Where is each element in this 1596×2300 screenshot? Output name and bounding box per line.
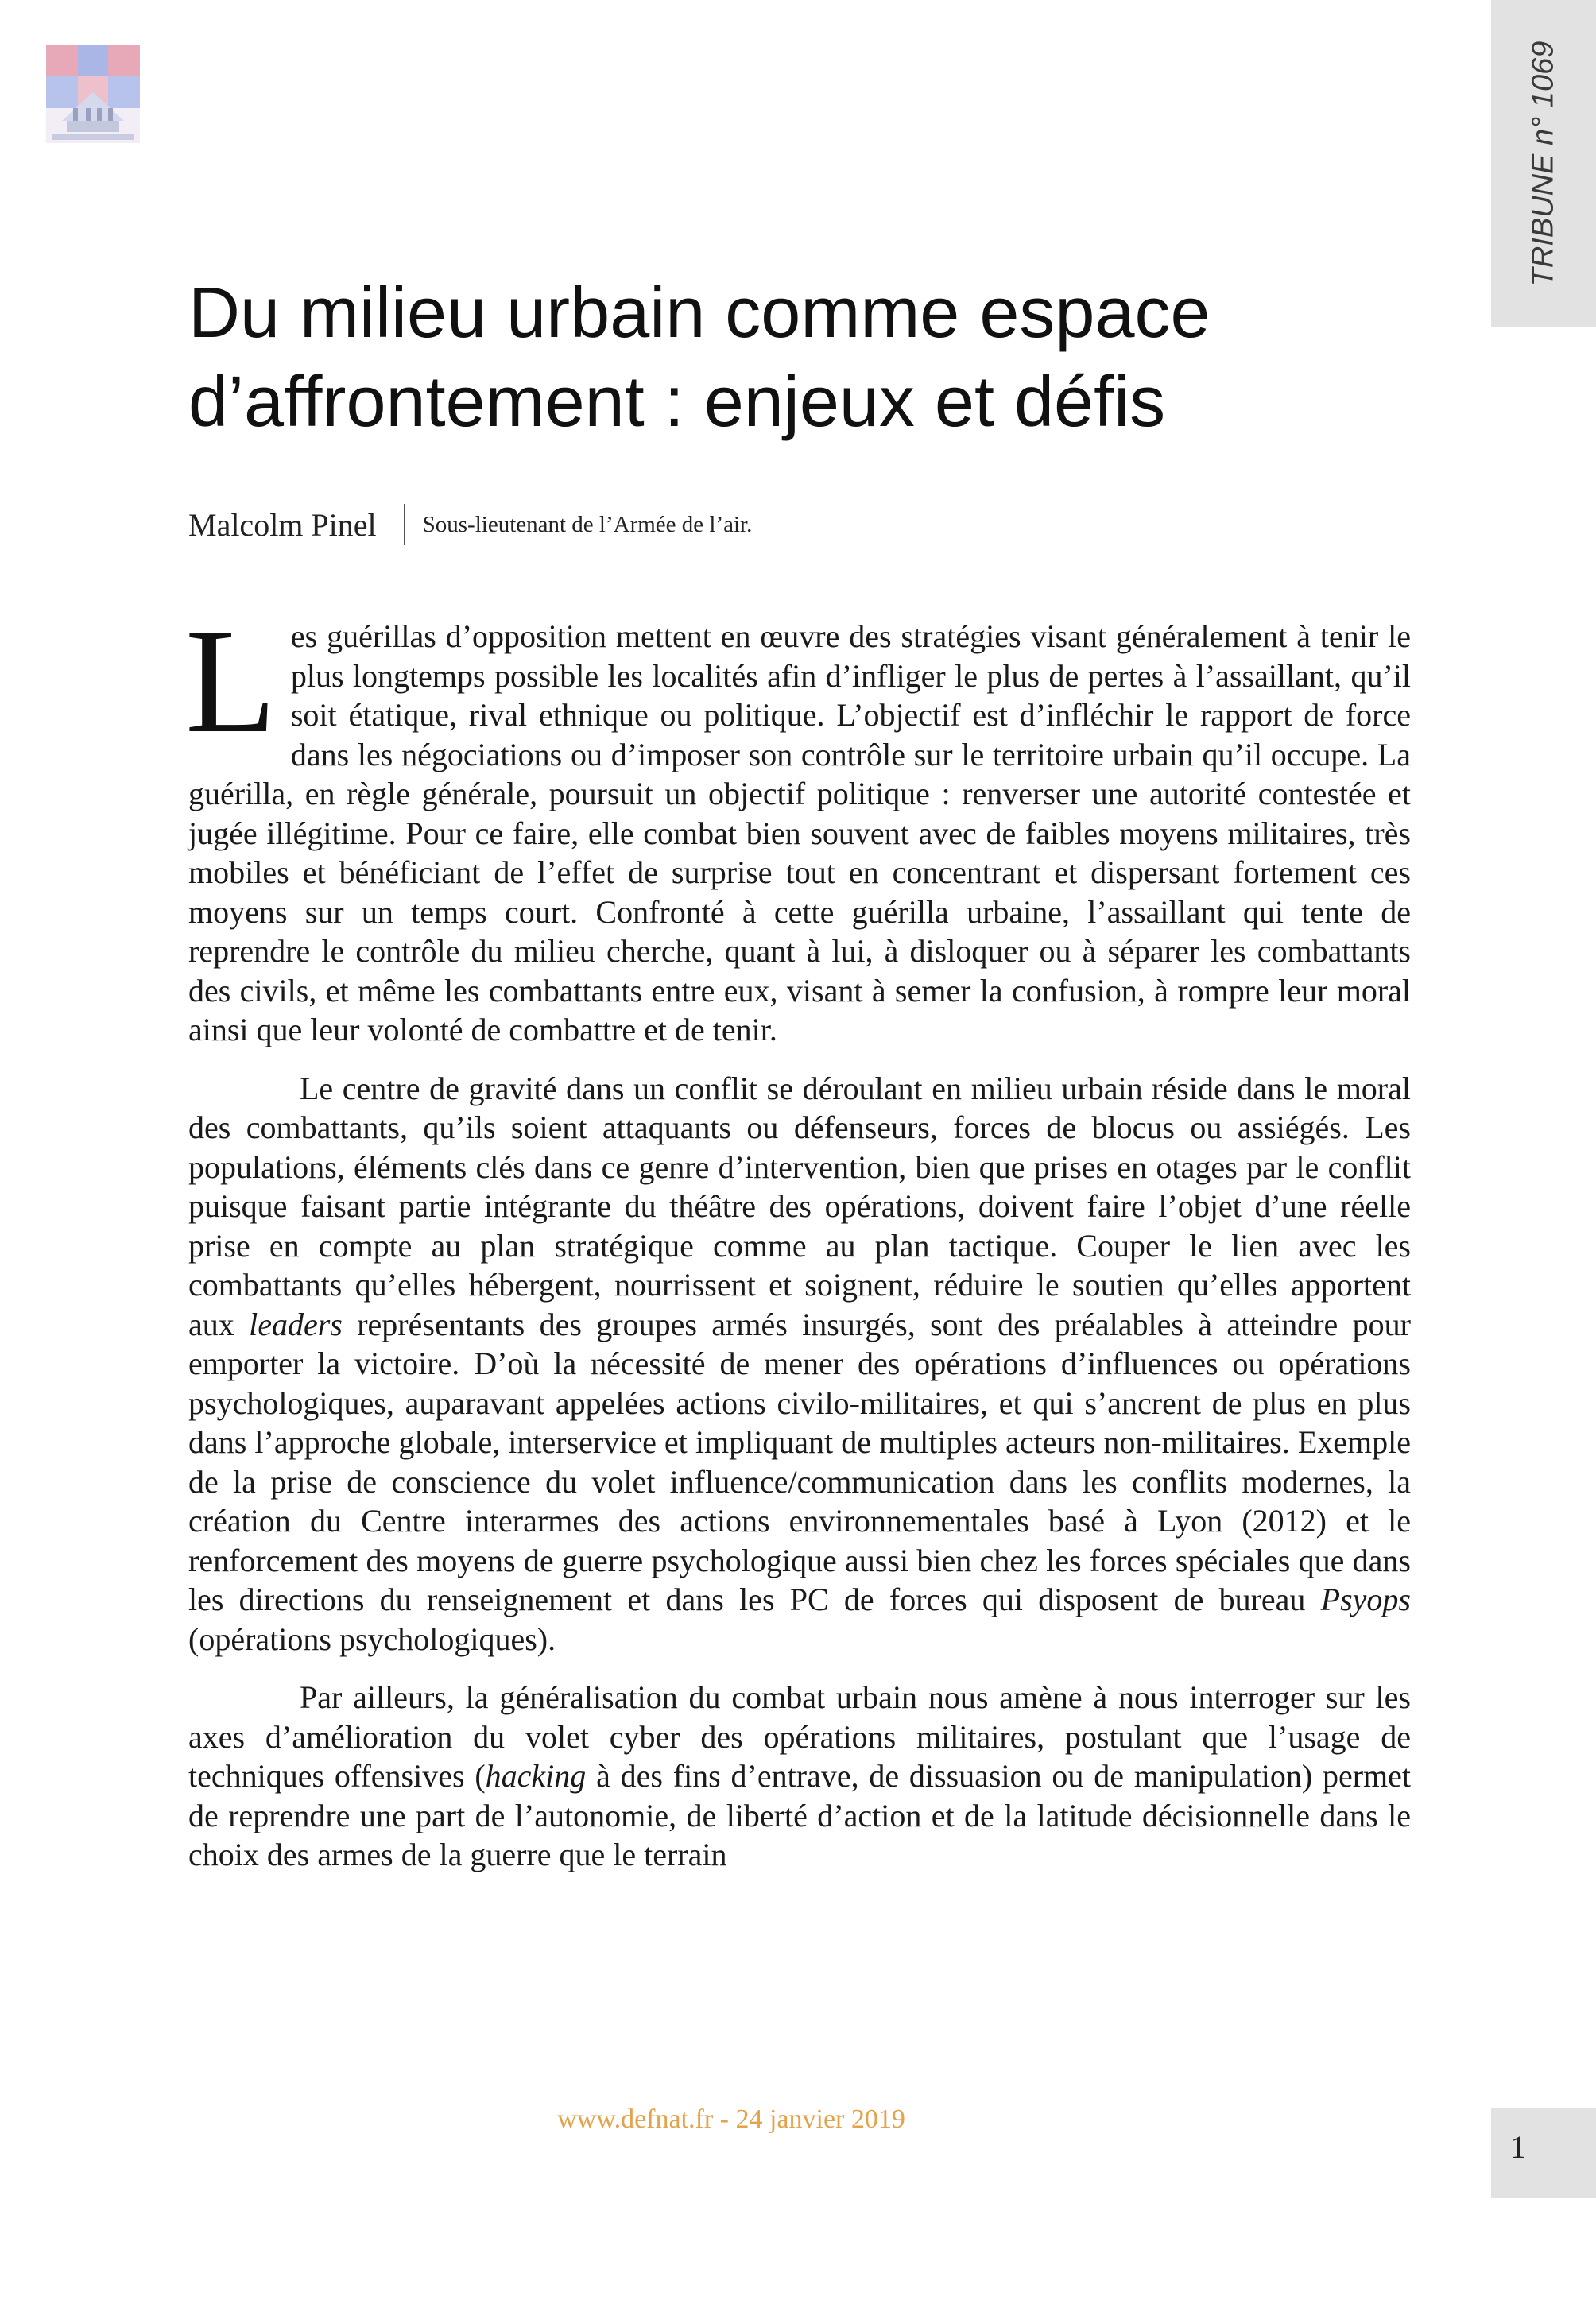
series-side-tab bbox=[1491, 0, 1596, 327]
author-role: Sous-lieutenant de l’Armée de l’air. bbox=[422, 511, 753, 537]
series-tag: TRIBUNE n° 1069 bbox=[1526, 41, 1560, 287]
institution-building-logo-icon bbox=[46, 45, 140, 143]
paragraph-1 bbox=[185, 598, 1411, 1050]
paragraph-2-text-a: Le centre de gravité dans un conflit se déroulant en milieu urbain réside dans le moral des combattants, qu’ils soient attaquants ou défenseurs, forces de blocus ou assiégés. Les populations, éléments clés dans ce genre d’intervention, bien que prises en otages par le conflit puisque faisant partie intégrante du théâtre des opérations, doivent faire l’objet d’une réelle prise en compte au plan stratégique comme au plan tactique. Couper le lien avec les combattants qu’elles hébergent, nourrissent et soignent, réduire le soutien qu’elles apportent aux bbox=[188, 1070, 1411, 1342]
paragraph-2-text-c: (opérations psychologiques). bbox=[188, 1620, 556, 1657]
paragraph-3-text-b: à des fins d’entrave, de dissuasion ou de manipulation) permet de reprendre une part de l’autonomie, de liberté d’action et de la latitude décisionnelle dans le choix des armes de la guerre que le terrain bbox=[188, 1758, 1412, 1872]
paragraph-3-text-a: Par ailleurs, la généralisation du combat urbain nous amène à nous interroger sur les axes d’amélioration du volet cyber des opérations militaires, postulant que l’usage de techniques offensives ( bbox=[188, 1679, 1411, 1794]
paragraph-2 bbox=[188, 1069, 1411, 1659]
byline bbox=[188, 501, 752, 548]
drop-cap: L bbox=[185, 598, 277, 764]
byline-divider bbox=[404, 504, 405, 545]
page-number-tab bbox=[1491, 2108, 1596, 2198]
paragraph-3 bbox=[188, 1678, 1411, 1875]
emphasis-hacking: hacking bbox=[485, 1758, 587, 1794]
author-name: Malcolm Pinel bbox=[188, 506, 377, 543]
title-line-2: d’affrontement : enjeux et défis bbox=[188, 362, 1166, 442]
paragraph-1-text: es guérillas d’opposition mettent en œuvre des stratégies visant généralement à tenir le plus longtemps possible les localités afin d’infliger le plus de pertes à l’assaillant, qu’il soit étatique, rival ethnique ou politique. L’objectif est d’infléchir le rapport de force dans les négociations ou d’imposer son contrôle sur le territoire urbain qu’il occupe. La guérilla, en règle générale, poursuit un objectif politique : renverser une autorité contestée et jugée illégitime. Pour ce faire, elle combat bien souvent avec de faibles moyens militaires, très mobiles et bénéficiant de l’effet de surprise tout en concentrant et dispersant fortement ces moyens sur un temps court. Confronté à cette guérilla urbaine, l’assaillant qui tente de reprendre le contrôle du milieu cherche, quant à lui, à disloquer ou à séparer les combattants des civils, et même les combattants entre eux, visant à semer la confusion, à rompre leur moral ainsi que leur volonté de combattre et de tenir. bbox=[188, 618, 1411, 1047]
paragraph-2-text-b: représentants des groupes armés insurgés, sont des préalables à atteindre pour emporter la victoire. D’où la nécessité de mener des opérations d’influences ou opérations psychologiques, auparavant appelées actions civilo-militaires, et qui s’ancrent de plus en plus dans l’approche globale, interservice et impliquant de multiples acteurs non-militaires. Exemple de la prise de conscience du volet influence/communication dans les conflits modernes, la création du Centre interarmes des actions environnementales basé à Lyon (2012) et le renforcement des moyens de guerre psychologique aussi bien chez les forces spéciales que dans les directions du renseignement et dans les PC de forces qui disposent de bureau bbox=[188, 1306, 1411, 1617]
footer-source: www.defnat.fr - 24 janvier 2019 bbox=[557, 2104, 905, 2134]
emphasis-psyops: Psyops bbox=[1320, 1582, 1411, 1617]
article-title bbox=[188, 269, 1428, 447]
page-number: 1 bbox=[1510, 2129, 1526, 2165]
article-body bbox=[185, 598, 1412, 1894]
emphasis-leaders: leaders bbox=[249, 1306, 343, 1342]
title-line-1: Du milieu urbain comme espace bbox=[188, 273, 1211, 353]
